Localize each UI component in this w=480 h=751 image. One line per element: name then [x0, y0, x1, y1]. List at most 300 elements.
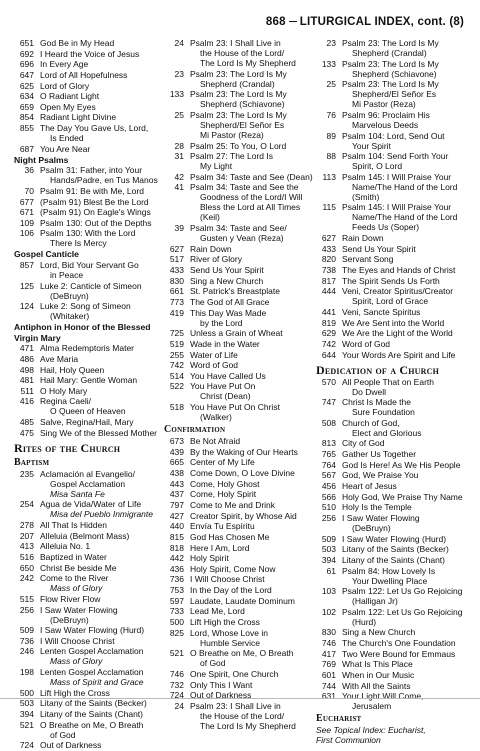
- hymn-title-continued: My Light: [200, 161, 233, 172]
- hymn-title: I Saw Water Flowing: [40, 604, 118, 615]
- index-entry: [316, 438, 470, 448]
- hymn-number: 442: [169, 553, 184, 564]
- index-entry: [14, 698, 165, 708]
- hymn-title: Psalm 23: I Shall Live in: [190, 700, 281, 711]
- index-entry: [14, 228, 165, 248]
- index-title: LITURGICAL INDEX, cont. (8): [299, 16, 464, 28]
- hymn-number: 742: [169, 360, 184, 371]
- hymn-number: 89: [326, 130, 336, 141]
- hymn-title: Veni, Creator Spiritus/Creator: [342, 286, 454, 297]
- hymn-number: 394: [321, 554, 336, 565]
- index-entry: [164, 596, 315, 606]
- index-entry: [164, 276, 315, 286]
- hymn-number: 665: [169, 457, 184, 468]
- index-entry: [14, 365, 165, 375]
- hymn-number: 522: [169, 381, 184, 392]
- index-entry: [164, 553, 315, 563]
- header-dash: [289, 21, 297, 22]
- hymn-number: 625: [19, 80, 34, 91]
- hymn-title: (Psalm 91) On Eagle's Wings: [40, 207, 151, 218]
- hymn-title: O Holy Mary: [40, 385, 88, 396]
- hymn-number: 517: [169, 254, 184, 265]
- hymn-title: Psalm 23: The Lord Is My: [342, 58, 439, 69]
- index-entry: [14, 573, 165, 593]
- hymn-number: 61: [326, 565, 336, 576]
- hymn-title: Psalm 145: I Will Praise Your: [342, 202, 452, 213]
- hymn-title: Holy Spirit: [190, 553, 229, 564]
- index-entry: [164, 69, 315, 89]
- hymn-title: Holy Spirit, Come Now: [190, 563, 276, 574]
- index-entry: [164, 606, 315, 616]
- hymn-title: Word of God: [190, 360, 239, 371]
- hymn-number: 830: [321, 627, 336, 638]
- hymn-number: 509: [19, 625, 34, 636]
- hymn-number: 133: [321, 58, 336, 69]
- section-heading: Dedication of a Church: [316, 362, 440, 377]
- hymn-title: (Psalm 91) Blest Be the Lord: [40, 196, 149, 207]
- hymn-title: In the Day of the Lord: [190, 585, 272, 596]
- hymn-title-continued: Hands/Padre, en Tus Manos: [50, 175, 158, 186]
- rite-heading: Baptism: [14, 456, 50, 468]
- hymn-title: All That Is Hidden: [40, 520, 107, 531]
- hymn-title-continued: (Keil): [200, 212, 220, 223]
- hymn-number: 765: [321, 449, 336, 460]
- hymn-number: 413: [19, 541, 34, 552]
- index-entry: [14, 354, 165, 364]
- hymn-title: Your Light Will Come,: [342, 691, 424, 702]
- hymn-number: 498: [19, 364, 34, 375]
- hymn-number: 39: [174, 223, 184, 234]
- hymn-number: 500: [19, 687, 34, 698]
- index-entry: [316, 638, 470, 648]
- index-entry: [164, 564, 315, 574]
- hymn-title: When in Our Music: [342, 669, 415, 680]
- hymn-title: Come to Me and Drink: [190, 499, 276, 510]
- hymn-title: In Every Age: [40, 59, 89, 70]
- hymn-number: 242: [19, 573, 34, 584]
- index-entry: [316, 607, 470, 627]
- index-entry: [316, 172, 470, 202]
- index-entry: [164, 457, 315, 467]
- hymn-title-continued: Marvelous Deeds: [352, 119, 419, 130]
- hymn-title-continued: Mass of Glory: [50, 583, 103, 594]
- hymn-title: Be Not Afraid: [190, 436, 241, 447]
- index-entry: [14, 396, 165, 416]
- hymn-title: God, We Praise You: [342, 470, 419, 481]
- hymn-number: 629: [321, 328, 336, 339]
- hymn-title-continued: (DeBruyn): [352, 522, 391, 533]
- hymn-number: 818: [169, 542, 184, 553]
- hymn-number: 456: [321, 481, 336, 492]
- hymn-number: 692: [19, 48, 34, 59]
- hymn-title-continued: of God: [50, 729, 76, 740]
- hymn-number: 514: [169, 370, 184, 381]
- hymn-title: Psalm 122: Let Us Go Rejoicing: [342, 586, 463, 597]
- index-entry: [14, 625, 165, 635]
- hymn-number: 198: [19, 667, 34, 678]
- hymn-title: Come, Holy Spirit: [190, 489, 257, 500]
- hymn-title-continued: Misa Santa Fe: [50, 488, 105, 499]
- hymn-title: Psalm 31: Father, into Your: [40, 165, 143, 176]
- index-entry: [164, 479, 315, 489]
- hymn-number: 106: [19, 228, 34, 239]
- hymn-title: Gather Us Together: [342, 449, 417, 460]
- hymn-title: The God of All Grace: [190, 296, 270, 307]
- hymn-number: 631: [321, 691, 336, 702]
- hymn-title-continued: Name/The Hand of the Lord: [352, 212, 458, 223]
- index-entry: [164, 265, 315, 275]
- hymn-title: Veni, Sancte Spiritus: [342, 306, 421, 317]
- hymn-title: Here I Am, Lord: [190, 542, 250, 553]
- hymn-title-continued: Mass of Spirit and Grace: [50, 677, 144, 688]
- hymn-title-continued: Shepherd (Schiavone): [352, 68, 437, 79]
- index-entry: [14, 144, 165, 154]
- hymn-title: We Are Sent into the World: [342, 317, 445, 328]
- hymn-number: 830: [169, 275, 184, 286]
- hymn-title: I Will Choose Christ: [190, 574, 265, 585]
- index-entry: [164, 489, 315, 499]
- hymn-number: 825: [169, 627, 184, 638]
- hymn-title: Psalm 91: Be with Me, Lord: [40, 185, 144, 196]
- hymn-title: Psalm 27: The Lord Is: [190, 151, 273, 162]
- hymn-title: River of Glory: [190, 254, 242, 265]
- hymn-title: Hail, Holy Queen: [40, 364, 105, 375]
- hymn-number: 819: [321, 317, 336, 328]
- index-entry: [164, 500, 315, 510]
- index-entry: [164, 339, 315, 349]
- hymn-number: 394: [19, 708, 34, 719]
- hymn-title-continued: Shepherd/El Señor Es: [200, 119, 285, 130]
- hymn-number: 440: [169, 521, 184, 532]
- index-entry: [316, 649, 470, 659]
- index-entry: [164, 628, 315, 648]
- hymn-number: 133: [169, 89, 184, 100]
- hymn-number: 724: [19, 740, 34, 751]
- hymn-title: Send Us Your Spirit: [190, 265, 264, 276]
- hymn-number: 42: [174, 171, 184, 182]
- hymn-title: You Have Put On Christ: [190, 402, 280, 413]
- hymn-number: 566: [321, 491, 336, 502]
- index-entry: [316, 659, 470, 669]
- hymn-title: Only This I Want: [190, 679, 253, 690]
- index-entry: [14, 499, 165, 519]
- hymn-title: Rain Down: [190, 243, 232, 254]
- index-entry: [316, 131, 470, 151]
- hymn-number: 417: [321, 648, 336, 659]
- hymn-title: Lift High the Cross: [190, 616, 260, 627]
- hymn-title-continued: (Hurd): [352, 616, 377, 627]
- hymn-title: Psalm 122: Let Us Go Rejoicing: [342, 606, 463, 617]
- index-entry: [14, 688, 165, 698]
- hymn-title: I Heard the Voice of Jesus: [40, 48, 140, 59]
- index-entry: [14, 49, 165, 59]
- hymn-number: 24: [174, 700, 184, 711]
- hymn-number: 661: [169, 286, 184, 297]
- index-entry: [316, 307, 470, 317]
- index-entry: [14, 636, 165, 646]
- hymn-number: 597: [169, 595, 184, 606]
- index-entry: [14, 112, 165, 122]
- hymn-number: 256: [321, 512, 336, 523]
- hymn-title: The Church's One Foundation: [342, 638, 456, 649]
- subsection-heading: Night Psalms: [14, 154, 69, 165]
- hymn-title: Lord, Bid Your Servant Go: [40, 259, 139, 270]
- hymn-number: 764: [321, 459, 336, 470]
- hymn-title: Psalm 96: Proclaim His: [342, 109, 430, 120]
- index-entry: [316, 681, 470, 691]
- hymn-title: Out of Darkness: [40, 740, 102, 751]
- hymn-title: Alleluia No. 1: [40, 541, 91, 552]
- hymn-title-continued: The Lord Is My Shepherd: [200, 58, 296, 68]
- index-entry: [316, 470, 470, 480]
- index-entry: [164, 350, 315, 360]
- hymn-number: 103: [321, 586, 336, 597]
- hymn-title-continued: Elect and Glorious: [352, 427, 422, 438]
- hymn-title: Psalm 104: Lord, Send Out: [342, 130, 445, 141]
- hymn-number: 736: [169, 574, 184, 585]
- index-entry: [164, 371, 315, 381]
- hymn-number: 627: [169, 243, 184, 254]
- hymn-title-continued: Bless the Lord at All Times: [200, 202, 301, 213]
- hymn-title: Alma Redemptoris Mater: [40, 343, 135, 354]
- hymn-title: Ave Maria: [40, 353, 79, 364]
- index-entry: [164, 585, 315, 595]
- hymn-number: 650: [19, 562, 34, 573]
- hymn-title: Church of God,: [342, 417, 400, 428]
- hymn-title: You Have Put On: [190, 381, 256, 392]
- hymn-title: Alleluia (Belmont Mass): [40, 530, 130, 541]
- hymn-number: 444: [321, 286, 336, 297]
- hymn-title-continued: Shepherd (Schiavone): [200, 99, 285, 110]
- hymn-title: God Has Chosen Me: [190, 531, 270, 542]
- hymn-title: The Day You Gave Us, Lord,: [40, 123, 149, 134]
- hymn-number: 773: [169, 296, 184, 307]
- hymn-number: 519: [169, 338, 184, 349]
- index-entry: [316, 502, 470, 512]
- hymn-title: Litany of the Saints (Becker): [40, 698, 147, 709]
- hymn-number: 738: [321, 265, 336, 276]
- index-entry: [316, 265, 470, 275]
- hymn-title: Psalm 23: I Shall Live in: [190, 38, 281, 48]
- hymn-number: 813: [321, 438, 336, 449]
- hymn-number: 747: [321, 397, 336, 408]
- index-entry: [164, 511, 315, 521]
- index-entry: [316, 38, 470, 58]
- hymn-number: 433: [321, 243, 336, 254]
- cross-reference-note: First Communion: [316, 735, 381, 746]
- index-entry: [316, 555, 470, 565]
- hymn-number: 521: [19, 719, 34, 730]
- hymn-title-continued: Goodness of the Lord/I Will: [200, 192, 303, 203]
- hymn-title: All People That on Earth: [342, 376, 434, 387]
- subsection-heading: Gospel Canticle: [14, 249, 79, 260]
- index-entry: [316, 59, 470, 79]
- index-entry: [164, 141, 315, 151]
- hymn-title: O Breathe on Me, O Breath: [40, 719, 144, 730]
- hymn-title: Psalm 23: The Lord Is My: [342, 79, 439, 90]
- hymn-title-continued: Gospel Acclamation: [50, 478, 126, 489]
- index-entry: [316, 110, 470, 130]
- index-entry: [316, 418, 470, 438]
- hymn-number: 746: [169, 668, 184, 679]
- index-entry: [164, 172, 315, 182]
- index-entry: [316, 202, 470, 232]
- hymn-number: 88: [326, 151, 336, 162]
- hymn-title: Come, Holy Ghost: [190, 478, 260, 489]
- hymn-number: 855: [19, 123, 34, 134]
- hymn-title: The Eyes and Hands of Christ: [342, 265, 456, 276]
- hymn-title: Psalm 130: Out of the Depths: [40, 217, 152, 228]
- page-number: 868: [265, 16, 286, 28]
- hymn-number: 25: [326, 79, 336, 90]
- hymn-title: Luke 2: Canticle of Simeon: [40, 280, 142, 291]
- hymn-number: 28: [174, 140, 184, 151]
- rite-heading: Confirmation: [164, 424, 226, 436]
- hymn-title: Sing We of the Blessed Mother: [40, 427, 158, 438]
- hymn-number: 511: [20, 385, 34, 396]
- hymn-number: 627: [321, 233, 336, 244]
- hymn-title: Creator Spirit, by Whose Aid: [190, 510, 297, 521]
- hymn-title-continued: (DeBruyn): [50, 614, 89, 625]
- index-entry: [14, 301, 165, 321]
- hymn-title: Servant Song: [342, 254, 394, 265]
- hymn-number: 486: [19, 353, 34, 364]
- hymn-title: Come Down, O Love Divine: [190, 468, 295, 479]
- index-entry: [14, 531, 165, 541]
- index-entry: [164, 110, 315, 140]
- index-entry: [164, 543, 315, 553]
- hymn-title: Holy Is the Temple: [342, 502, 412, 513]
- hymn-number: 753: [169, 585, 184, 596]
- hymn-title-continued: Feeds Us (Soper): [352, 222, 420, 233]
- hymn-title: Regina Caeli/: [40, 396, 92, 407]
- bottom-rule: [0, 698, 480, 699]
- hymn-title: Psalm 104: Send Forth Your: [342, 151, 449, 162]
- hymn-title: Psalm 23: The Lord Is My: [342, 38, 439, 48]
- hymn-number: 76: [326, 109, 336, 120]
- index-entry: [14, 91, 165, 101]
- index-entry: [164, 680, 315, 690]
- index-entry: [14, 646, 165, 666]
- index-entry: [14, 720, 165, 740]
- hymn-title: God Be in My Head: [40, 38, 115, 48]
- hymn-title-continued: of God: [200, 658, 226, 669]
- hymn-number: 113: [322, 171, 336, 182]
- index-entry: [316, 513, 470, 533]
- hymn-number: 732: [169, 679, 184, 690]
- hymn-title-continued: Shepherd/El Señor Es: [352, 89, 437, 100]
- hymn-title: Psalm 23: The Lord Is My: [190, 109, 287, 120]
- hymn-number: 124: [19, 301, 34, 312]
- hymn-title-continued: Misa del Pueblo Inmigrante: [50, 509, 154, 520]
- hymn-number: 109: [19, 217, 34, 228]
- hymn-title-continued: Is Ended: [50, 133, 84, 144]
- index-entry: [164, 286, 315, 296]
- hymn-title-continued: Gusten y Vean (Reza): [200, 233, 284, 244]
- index-entry: [316, 397, 470, 417]
- index-entry: [164, 244, 315, 254]
- hymn-title: Psalm 23: The Lord Is My: [190, 68, 287, 79]
- hymn-title: Water of Life: [190, 349, 238, 360]
- index-entry: [164, 151, 315, 171]
- hymn-title: Rain Down: [342, 233, 384, 244]
- hymn-title: What Is This Place: [342, 659, 413, 670]
- hymn-number: 207: [19, 530, 34, 541]
- hymn-number: 438: [169, 468, 184, 479]
- index-entry: [164, 648, 315, 668]
- index-entry: [14, 207, 165, 217]
- index-entry: [164, 360, 315, 370]
- hymn-number: 475: [19, 427, 34, 438]
- hymn-title-continued: (Smith): [352, 191, 380, 202]
- index-entry: [14, 375, 165, 385]
- index-entry: [316, 244, 470, 254]
- index-entry: [14, 165, 165, 185]
- hymn-number: 724: [169, 690, 184, 701]
- index-entry: [14, 520, 165, 530]
- page-header: [266, 16, 464, 28]
- index-entry: [14, 281, 165, 301]
- hymn-title-continued: (DeBruyn): [50, 290, 89, 301]
- index-column-3: [316, 38, 470, 745]
- index-entry: [316, 339, 470, 349]
- hymn-title: Agua de Vida/Water of Life: [40, 499, 142, 510]
- index-entry: [14, 343, 165, 353]
- hymn-number: 742: [321, 338, 336, 349]
- index-entry: [14, 81, 165, 91]
- index-entry: [164, 38, 315, 68]
- hymn-number: 696: [19, 59, 34, 70]
- hymn-title: Psalm 34: Taste and See (Dean): [190, 171, 313, 182]
- hymn-title-continued: Shepherd (Crandal): [200, 78, 275, 89]
- hymn-number: 510: [321, 502, 336, 513]
- hymn-title: Christ Be beside Me: [40, 562, 117, 573]
- hymn-title-continued: the House of the Lord/: [200, 48, 285, 58]
- index-column-2: [164, 38, 315, 731]
- hymn-number: 416: [19, 396, 34, 407]
- hymn-number: 516: [19, 551, 34, 562]
- hymn-number: 820: [321, 254, 336, 265]
- index-entry: [164, 223, 315, 243]
- index-entry: [164, 182, 315, 222]
- hymn-title: You Are Near: [40, 143, 91, 154]
- hymn-number: 437: [169, 489, 184, 500]
- hymn-number: 733: [169, 606, 184, 617]
- index-entry: [14, 541, 165, 551]
- hymn-number: 567: [321, 470, 336, 481]
- hymn-number: 23: [326, 38, 336, 48]
- subsection-heading: Antiphon in Honor of the Blessed Virgin Mary: [14, 322, 151, 343]
- hymn-title: Send Us Your Spirit: [342, 243, 416, 254]
- hymn-number: 23: [174, 68, 184, 79]
- index-entry: [164, 436, 315, 446]
- hymn-title: Psalm 84: How Lovely Is: [342, 565, 436, 576]
- index-entry: [316, 286, 470, 306]
- hymn-title: I Saw Water Flowing: [342, 512, 420, 523]
- hymn-title: Aclamación al Evangelio/: [40, 468, 135, 479]
- hymn-title: I Saw Water Flowing (Hurd): [40, 625, 145, 636]
- hymn-number: 659: [19, 101, 34, 112]
- hymn-number: 746: [321, 638, 336, 649]
- index-entry: [316, 670, 470, 680]
- hymn-number: 125: [19, 280, 34, 291]
- hymn-number: 509: [321, 533, 336, 544]
- hymn-title-continued: There Is Mercy: [50, 238, 107, 249]
- hymn-title-continued: Christ (Dean): [200, 391, 251, 402]
- hymn-title: Sing a New Church: [190, 275, 264, 286]
- hymn-number: 647: [19, 69, 34, 80]
- hymn-title: Word of God: [342, 338, 391, 349]
